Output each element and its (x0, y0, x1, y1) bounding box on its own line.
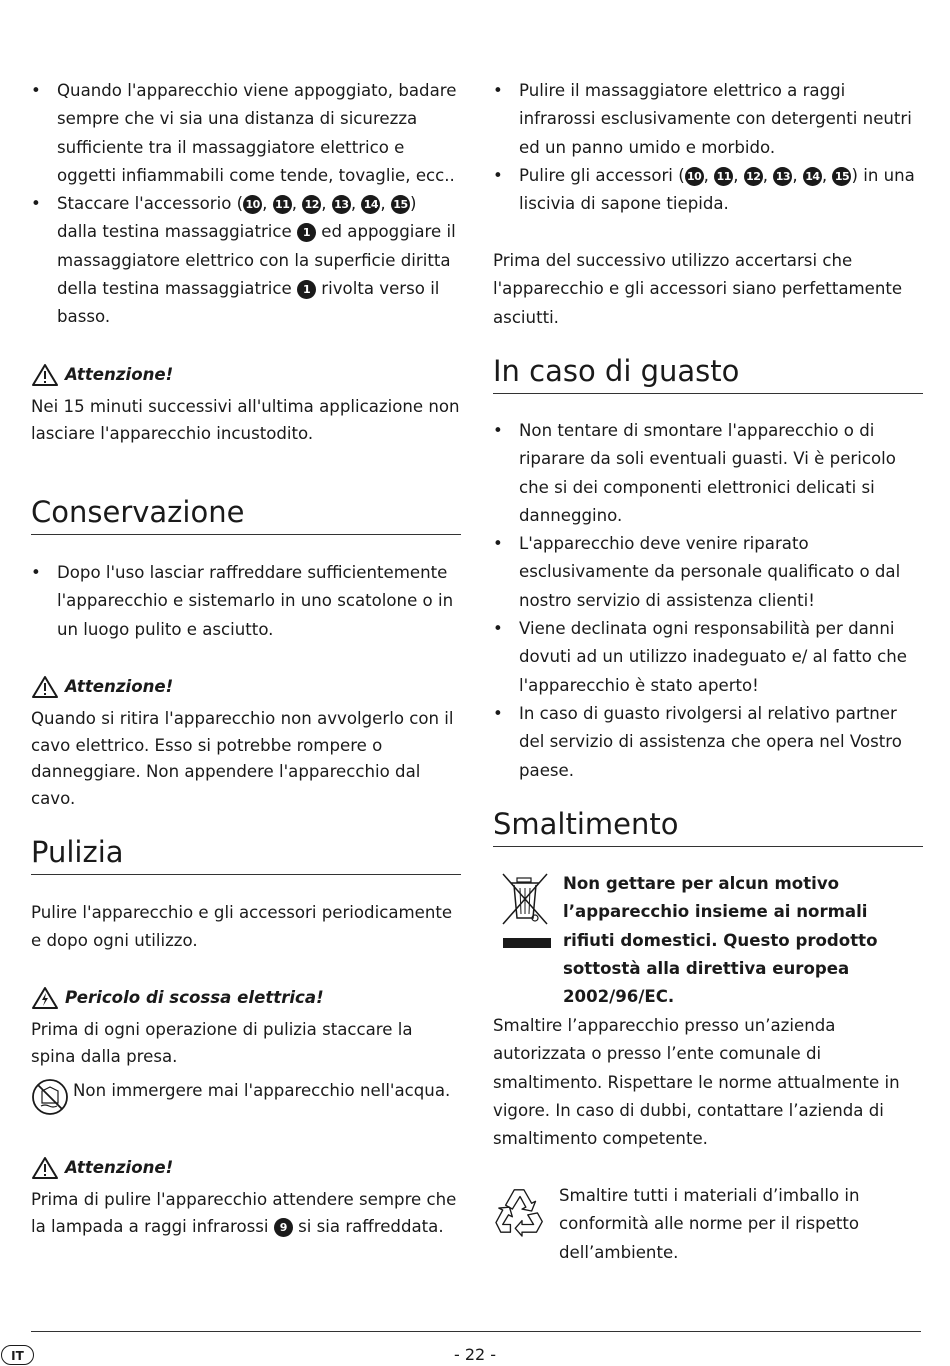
dry-note: Prima del successivo utilizzo accertarsi che l'apparecchio e gli accessori siano perfettamente asciutti. (493, 251, 903, 327)
pulizia-intro: Pulire l'apparecchio e gli accessori periodicamente e dopo ogni utilizzo. (31, 903, 453, 951)
part-number: 1 (297, 280, 316, 299)
accessory-number: 12 (302, 195, 321, 214)
warning-heading: Attenzione! (31, 1155, 461, 1181)
accessory-number: 12 (744, 167, 763, 186)
recycle-text: Smaltire tutti i materiali d’imballo in conformità alle norme per il rispetto dell’ambiente. (559, 1186, 860, 1262)
accessory-number: 14 (803, 167, 822, 186)
list-item: • Pulire il massaggiatore elettrico a raggi infrarossi esclusivamente con detergenti neutri ed un panno umido e morbido. (493, 77, 923, 162)
list-item: • Pulire gli accessori ( 10 , 11 , 12 , 13 , 14 , 15 ) in una liscivia di sapone tiepida. (493, 162, 923, 219)
warning-heading: Attenzione! (31, 362, 461, 388)
electric-hazard-icon (31, 986, 59, 1010)
footer-divider (31, 1331, 921, 1332)
accessory-number: 11 (714, 167, 733, 186)
danger-text: Prima di ogni operazione di pulizia staccare la spina dalla presa. (31, 1020, 413, 1066)
no-immersion-icon (30, 1077, 70, 1117)
section-title-conservazione: Conservazione (31, 493, 461, 535)
page-number: - 22 - (453, 1345, 497, 1364)
list-item: • In caso di guasto rivolgersi al relativo partner del servizio di assistenza che opera nel Vostro paese. (493, 700, 923, 785)
bullet-list-top-left (31, 77, 461, 332)
warning-text: Quando si ritira l'apparecchio non avvolgerlo con il cavo elettrico. Esso si potrebbe rompere o danneggiare. Non appendere l'apparecchio dal cavo. (31, 709, 454, 808)
list-item: • Dopo l'uso lasciar raffreddare sufficientemente l'apparecchio e sistemarlo in uno scatolone o in un luogo pulito e asciutto. (31, 559, 461, 644)
crossed-bin-icon (499, 872, 555, 952)
bullet-list-top-right (493, 77, 923, 218)
bullet-list-conservazione (31, 559, 461, 644)
part-number: 9 (274, 1218, 293, 1237)
warning-text: Prima di pulire l'apparecchio attendere sempre che la lampada a raggi infrarossi 9 si sia raffreddata. (31, 1190, 457, 1236)
list-item: • Non tentare di smontare l'apparecchio o di riparare da soli eventuali guasti. Vi è pericolo che si dei componenti elettronici delicati si danneggino. (493, 417, 923, 530)
weee-row (493, 870, 923, 1011)
weee-text: Non gettare per alcun motivo l’apparecchio insieme ai normali rifiuti domestici. Questo prodotto sottostà alla direttiva europea 2002/96/EC. (563, 874, 878, 1007)
accessory-number: 10 (243, 195, 262, 214)
accessory-number: 15 (391, 195, 410, 214)
recycle-icon (493, 1184, 551, 1238)
danger-heading: Pericolo di scossa elettrica! (31, 985, 461, 1011)
accessory-number: 13 (332, 195, 351, 214)
warning-triangle-icon (31, 363, 59, 387)
disposal-text: Smaltire l’apparecchio presso un’azienda autorizzata o presso l’ente comunale di smaltimento. Rispettare le norme attualmente in vigore. In caso di dubbi, contattare l’azienda di smaltimento competente. (493, 1016, 900, 1149)
part-number: 1 (297, 223, 316, 242)
section-title-pulizia: Pulizia (31, 833, 461, 875)
list-item: • Quando l'apparecchio viene appoggiato, badare sempre che vi sia una distanza di sicurezza sufficiente tra il massaggiatore elettrico e oggetti infiammabili come tende, tovaglie, ecc.. (31, 77, 461, 190)
accessory-number: 10 (685, 167, 704, 186)
warning-triangle-icon (31, 675, 59, 699)
section-title-guasto: In caso di guasto (493, 352, 923, 394)
recycle-row (493, 1182, 923, 1267)
accessory-number: 13 (773, 167, 792, 186)
accessory-number: 11 (273, 195, 292, 214)
list-item: • L'apparecchio deve venire riparato esclusivamente da personale qualificato o dal nostro servizio di assistenza clienti! (493, 530, 923, 615)
language-badge: IT (1, 1345, 34, 1365)
no-immersion-row (31, 1077, 461, 1117)
warning-text: Nei 15 minuti successivi all'ultima applicazione non lasciare l'apparecchio incustodito. (31, 397, 460, 443)
no-immersion-text: Non immergere mai l'apparecchio nell'acqua. (73, 1081, 451, 1100)
accessory-number: 15 (832, 167, 851, 186)
list-item: • Staccare l'accessorio ( 10 , 11 , 12 , 13 , 14 , 15 ) dalla testina massaggiatrice 1 ed appoggiare il massaggiatore elettrico con la superficie diritta della testina massaggiatrice 1 rivolta verso il basso. (31, 190, 461, 331)
bullet-list-guasto (493, 417, 923, 785)
section-title-smaltimento: Smaltimento (493, 805, 923, 847)
list-item: • Viene declinata ogni responsabilità per danni dovuti ad un utilizzo inadeguato e/ al fatto che l'apparecchio è stato aperto! (493, 615, 923, 700)
warning-heading: Attenzione! (31, 674, 461, 700)
accessory-number: 14 (361, 195, 380, 214)
warning-triangle-icon (31, 1156, 59, 1180)
